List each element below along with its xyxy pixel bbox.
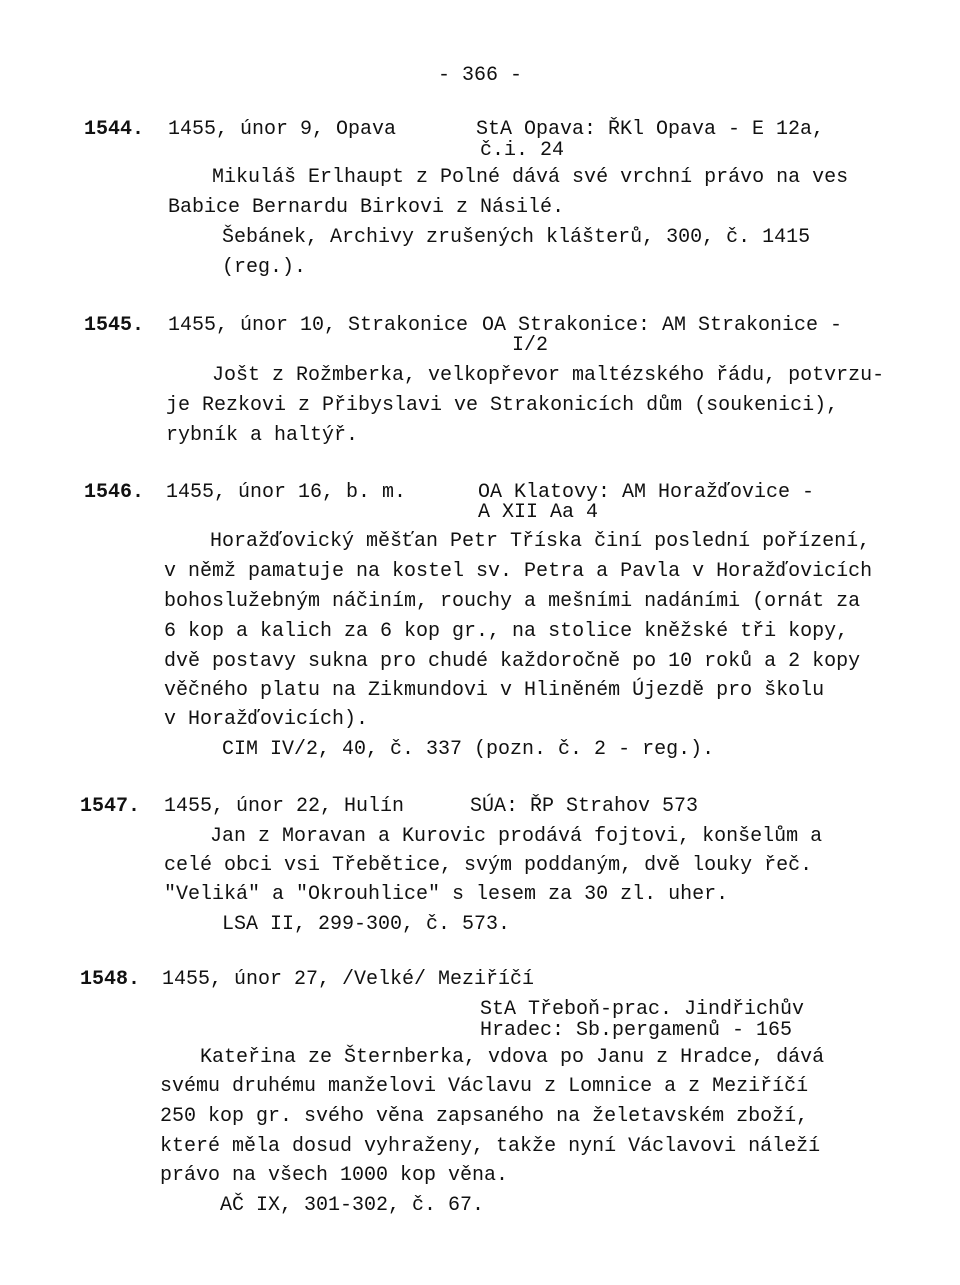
entry-text-line: "Veliká" a "Okrouhlice" s lesem za 30 zl. uher. — [164, 883, 729, 906]
entry-text-line: v němž pamatuje na kostel sv. Petra a Pavla v Horažďovicích — [164, 560, 873, 583]
entry-text-line: rybník a haltýř. — [166, 424, 359, 447]
page-number: - 366 - — [438, 64, 523, 87]
entry-source: StA Opava: ŘKl Opava - E 12a, — [476, 118, 825, 141]
entry-text-line: Horažďovický měšťan Petr Tříska činí poslední pořízení, — [210, 530, 871, 553]
entry-text-line: celé obci vsi Třebětice, svým poddaným, dvě louky řeč. — [164, 854, 813, 877]
entry-reference: AČ IX, 301-302, č. 67. — [220, 1194, 485, 1217]
entry-number: 1547. — [80, 795, 141, 818]
entry-text-line: Mikuláš Erlhaupt z Polné dává své vrchní právo na ves — [212, 166, 849, 189]
entry-header: 1455, únor 16, b. m. — [166, 481, 407, 504]
entry-source-cont: Hradec: Sb.pergamenů - 165 — [480, 1019, 793, 1042]
entry-source-cont: I/2 — [512, 334, 549, 357]
entry-reference: Šebánek, Archivy zrušených klášterů, 300, č. 1415 — [222, 226, 811, 249]
entry-source: StA Třeboň-prac. Jindřichův — [480, 998, 805, 1021]
entry-text-line: Jan z Moravan a Kurovic prodává fojtovi, konšelům a — [210, 825, 823, 848]
entry-header: 1455, únor 27, /Velké/ Meziříčí — [162, 968, 535, 991]
entry-reference: CIM IV/2, 40, č. 337 (pozn. č. 2 - reg.). — [222, 738, 715, 761]
entry-text-line: Jošt z Rožmberka, velkopřevor maltézského řádu, potvrzu- — [212, 364, 885, 387]
entry-header: 1455, únor 22, Hulín — [164, 795, 405, 818]
entry-source: OA Klatovy: AM Horažďovice - — [478, 481, 815, 504]
entry-text-line: které měla dosud vyhraženy, takže nyní Václavovi náleží — [160, 1135, 821, 1158]
entry-reference-cont: (reg.). — [222, 256, 307, 279]
entry-text-line: právo na všech 1000 kop věna. — [160, 1164, 509, 1187]
entry-text-line: dvě postavy sukna pro chudé každoročně po 10 roků a 2 kopy — [164, 650, 861, 673]
entry-text-line: je Rezkovi z Přibyslavi ve Strakonicích dům (soukenici), — [166, 394, 839, 417]
entry-header: 1455, únor 10, Strakonice — [168, 314, 469, 337]
entry-text-line: 6 kop a kalich za 6 kop gr., na stolice kněžské tři kopy, — [164, 620, 849, 643]
entry-text-line: 250 kop gr. svého věna zapsaného na želetavském zboží, — [160, 1105, 809, 1128]
entry-text-line: bohoslužebným náčiním, rouchy a mešními nadáními (ornát za — [164, 590, 861, 613]
entry-number: 1546. — [84, 481, 145, 504]
entry-text-line: Kateřina ze Šternberka, vdova po Janu z Hradce, dává — [200, 1046, 825, 1069]
entry-text-line: věčného platu na Zikmundovi v Hliněném Újezdě pro školu — [164, 679, 825, 702]
entry-source-cont: A XII Aa 4 — [478, 501, 599, 524]
entry-source: SÚA: ŘP Strahov 573 — [470, 795, 699, 818]
entry-reference: LSA II, 299-300, č. 573. — [222, 913, 511, 936]
entry-header: 1455, únor 9, Opava — [168, 118, 397, 141]
entry-source-cont: č.i. 24 — [480, 139, 565, 162]
entry-text-line: svému druhému manželovi Václavu z Lomnice a z Meziříčí — [160, 1075, 809, 1098]
entry-text-line: Babice Bernardu Birkovi z Násilé. — [168, 196, 565, 219]
entry-number: 1544. — [84, 118, 145, 141]
entry-source: OA Strakonice: AM Strakonice - — [482, 314, 843, 337]
entry-number: 1545. — [84, 314, 145, 337]
entry-number: 1548. — [80, 968, 141, 991]
entry-text-line: v Horažďovicích). — [164, 708, 369, 731]
